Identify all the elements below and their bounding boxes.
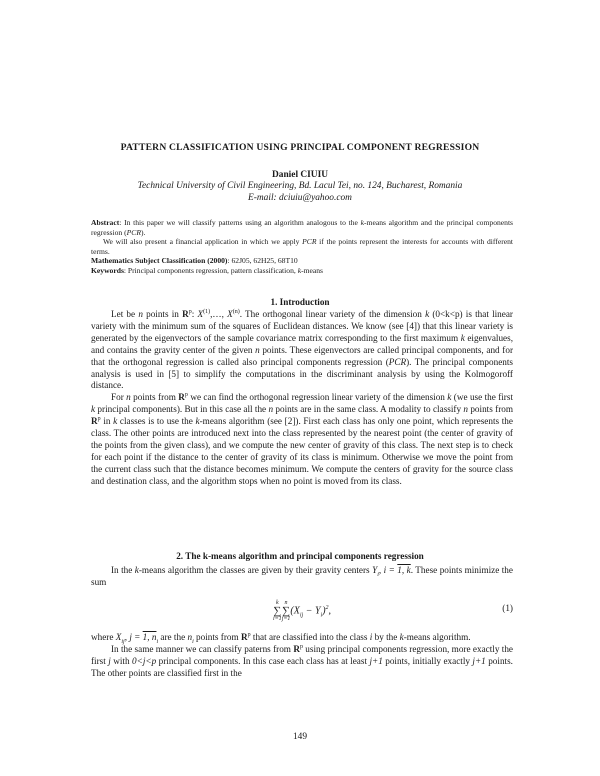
- page-number: 149: [292, 732, 308, 742]
- equation-1: [91, 594, 513, 628]
- abstract-paragraph: Abstract: In this paper we will classify patterns using an algorithm analogous to the k-means algorithm and the principal components regression (PCR).: [91, 218, 514, 237]
- author-name: Daniel CIUIU: [272, 170, 328, 180]
- abstract-block: [91, 218, 513, 276]
- section-heading-kmeans: 2. The k-means algorithm and principal components regression: [176, 551, 424, 561]
- section-heading-introduction: 1. Introduction: [270, 297, 330, 307]
- sum-i: k ∑ i=1: [272, 600, 282, 622]
- author-email: E-mail: dciuiu@yahoo.com: [248, 193, 352, 203]
- abstract-label: Abstract: [91, 218, 120, 227]
- sec2-paragraph-2: where $X_{ij}$, j = 1, $n_i$ are the $n_i$ points from $R^p$ that are classified into the class i by the k-means algorithm.: [91, 631, 471, 645]
- msc-line: Mathematics Subject Classification (2000): 62J05, 62H25, 68T10: [91, 256, 298, 266]
- sec2-paragraph-3: In the same manner we can classify paterns from $R^p$ using principal components regression, more exactly the first j with 0<j<p principal components. In this case each class has at least j+1 points, initially exactly j+1 points. The other points are classified first in the: [91, 643, 513, 678]
- equation-number: (1): [502, 603, 513, 613]
- intro-paragraph-2: For n points from $R^p$ we can find the orthogonal regression linear variety of the dimension k (we use the first k principal components). But in this case all the n points are in the same class. A modality to classify n points from $R^p$ in k classes is to use the k-means algorithm (see [2]). First each class has only one point, which represents the class. The other points are introduced next into the class represented by the nearest point (the center of gravity of the points from the given class), and we compute the new center of gravity of this class. The next step is to check for each point if the distance to the center of gravity of its class is minimum. Otherwise we move the point from the current class such that the distance becomes minimum. We compute the centers of gravity for the source class and destination class, and the algorithm stops when no point is moved from its class.: [91, 392, 513, 486]
- section2-body-top: [91, 565, 513, 589]
- keywords-line: Keywords: Principal components regression, pattern classification, k-means: [91, 265, 323, 275]
- sum-j: n ∑ j=1: [281, 600, 291, 622]
- section2-body-bottom: [91, 632, 513, 680]
- paper-title: PATTERN CLASSIFICATION USING PRINCIPAL COMPONENT REGRESSION: [120, 142, 480, 153]
- sec2-paragraph-1: In the k-means algorithm the classes are given by their gravity centers $Y_i$, i = 1, k. These points minimize the sum: [91, 565, 513, 587]
- introduction-body: [91, 309, 513, 488]
- author-affiliation: Technical University of Civil Engineering, Bd. Lacul Tei, no. 124, Bucharest, Romania: [137, 181, 463, 191]
- abstract-paragraph-2: We will also present a financial application in which we apply PCR if the points represent the interests for accounts with different terms.: [91, 237, 513, 256]
- intro-paragraph-1: Let be n points in $R^p$: $X^{(1)},\dots$, $X^{(n)}$. The orthogonal linear variety of the dimension k (0<k<p) is that linear variety with the minimum sum of the squares of Euclidean distances. We know (see [4]) that this linear variety is generated by the eigenvectors of the sample covariance matrix corresponding to the first maximum k eigenvalues, and contains the gravity center of the given n points. These eigenvectors are called principal components, and for that the orthogonal regression is called also principal components regression (PCR). The principal components analysis is used in [5] to simplify the computations in the discriminant analysis by using the Kolmogoroff distance.: [91, 308, 514, 391]
- equation-expression: k ∑ i=1n ∑ $j=1(X_{ij} - Y_i)^2$,: [272, 600, 332, 622]
